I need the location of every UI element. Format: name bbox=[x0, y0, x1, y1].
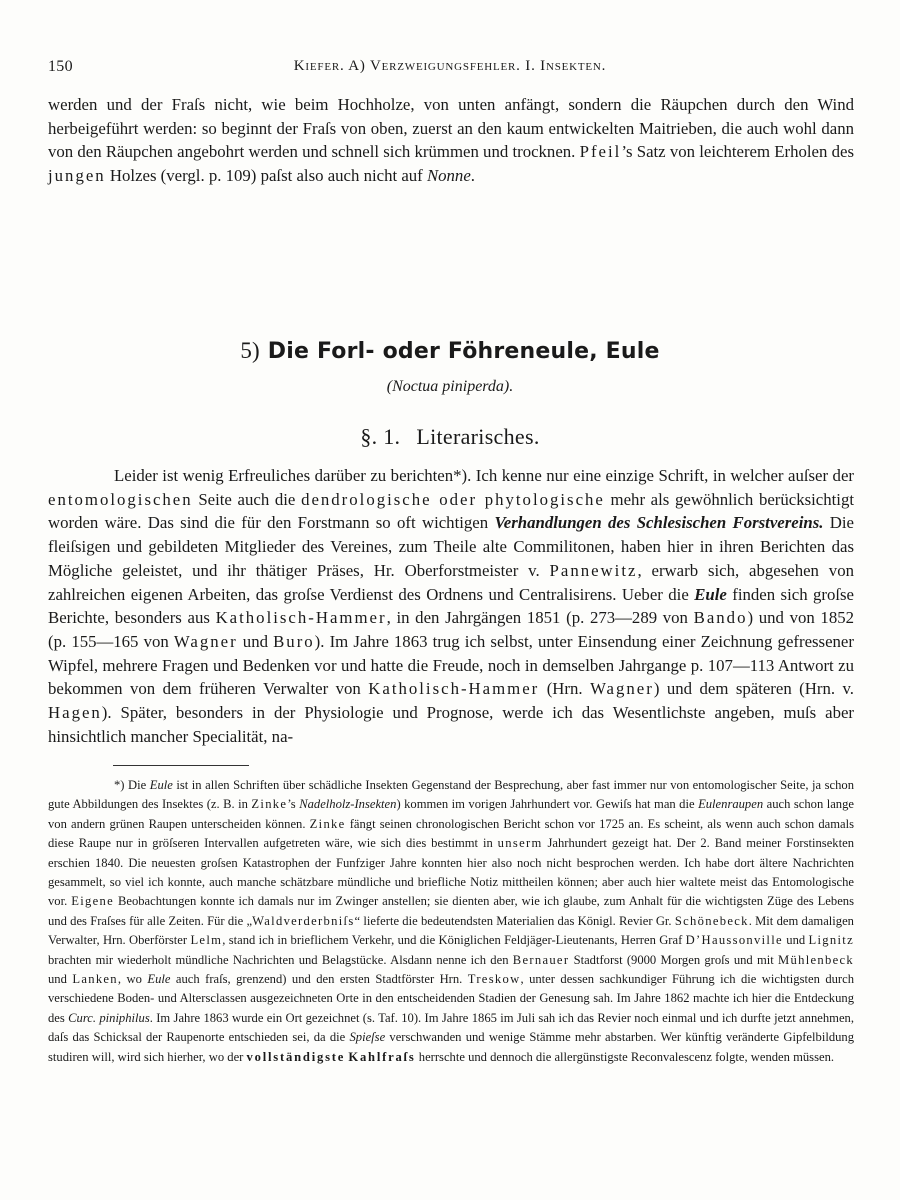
species-name: Curc. piniphilus bbox=[68, 1010, 150, 1025]
section-subtitle: (Noctua piniperda). bbox=[386, 378, 514, 395]
footnote-divider bbox=[113, 765, 249, 766]
person-name: Wagner bbox=[173, 631, 238, 651]
subsection-heading bbox=[0, 424, 900, 450]
section-number: 5) bbox=[240, 338, 260, 363]
person-name: Pannewitz bbox=[549, 560, 638, 580]
journal-title: Verhandlungen des Schlesischen Forstvereins. bbox=[494, 513, 824, 533]
species-name: Nonne bbox=[426, 166, 471, 186]
place-name: Katholisch-Hammer bbox=[368, 679, 540, 699]
emphasis: jungen bbox=[48, 166, 106, 186]
book-title: Nadelholz-Insekten bbox=[299, 797, 397, 812]
emphasis: entomologischen bbox=[48, 489, 193, 509]
species-name: Eule bbox=[149, 778, 173, 792]
emphasis: Eulenraupen bbox=[698, 797, 764, 812]
species-name: Eule bbox=[694, 584, 727, 604]
place-name: Katholisch-Hammer bbox=[215, 608, 387, 628]
person-name: Hagen bbox=[48, 703, 102, 723]
emphasis: unserm bbox=[497, 836, 543, 851]
footnote: *) Die Eule ist in allen Schriften über schädliche Insekten Gegenstand der Besprechung, aber fast immer nur von entomologischer Seite, ja schon gute Abbildungen des Insektes (z. B. in Zinke’s Nadelholz-Insekten) kommen im vorigen Jahrhundert vor. Gewiſs hat man die Eulenraupen auch schon lange von andern grünen Raupen unterscheiden können. Zinke fängt seinen chronologischen Bericht schon vor 1725 an. Es scheint, als wenn auch schon damals diese Raupe nur in gröſseren Intervallen aufgetreten wäre, wie sich dies bestimmt in unserm Jahrhundert gezeigt hat. Der 2. Band meiner Forstinsekten erschien 1840. Die neuesten groſsen Katastrophen der Funfziger Jahre konnten hier also noch nicht besprochen werden. Ich habe dort ältere Nachrichten gesammelt, so viel ich konnte, auch manche schätzbare mündliche und briefliche Notiz mittheilen können; aber auch hier waltete meist das Entomologische vor. Eigene Beobachtungen konnte ich damals nur im Zwinger anstellen; sie dienten aber, wie ich glaube, zum Anhalt für die wichtigsten Züge des Lebens und des Fraſses für alle Zeiten. Für die „Waldverderbniſs“ lieferte die bedeutendsten Materialien das Königl. Revier Gr. Schönebeck. Mit dem damaligen Verwalter, Hrn. Oberförster Lelm, stand ich in brieflichem Verkehr, und die Königlichen Feldjäger-Lieutenants, Herren Graf D’Haussonville und Lignitz brachten mir wiederholt mündliche Nachrichten und Belagstücke. Alsdann nenne ich den Bernauer Stadtforst (9000 Morgen groſs und mit Mühlenbeck und Lanken, wo Eule auch fraſs, grenzend) und den ersten Stadtförster Hrn. Treskow, unter dessen sachkundiger Führung ich die wichtigsten durch verschiedene Boden- und Altersclassen ausgezeichneten Orte in den entscheidenden Stadien der Genesung sah. Im Jahre 1862 machte ich hier die Entdeckung des Curc. piniphilus. Im Jahre 1863 wurde ein Ort gezeichnet (s. Taf. 10). Im Jahre 1865 im Juli sah ich das Revier noch einmal und ich durfte jetzt annehmen, daſs das Schicksal der Raupenorte entschieden sei, da die Spieſse verschwanden und wenige Stämme mehr abstarben. Wer künftig veränderte Gipfelbildung studiren will, wird sich hierher, wo der vollständigste Kahlfraſs herrschte und dennoch die allergünstigste Reconvalescenz folgte, wenden müssen. bbox=[48, 778, 855, 1064]
page-header bbox=[48, 58, 852, 80]
species-name: Eule bbox=[147, 972, 171, 987]
emphasis: vollständigste bbox=[246, 1049, 346, 1064]
main-paragraph: Leider ist wenig Erfreuliches darüber zu berichten*). Ich kenne nur eine einzige Schrift, in welcher auſser der entomologischen Seite auch die dendrologische oder phytologische mehr als gewöhnlich berücksichtigt worden wäre. Das sind die für den Forstmann so oft wichtigen Verhandlungen des Schlesischen Forstvereins. Die fleiſsigen und gebildeten Mitglieder des Vereines, zum Theile alte Commilitonen, haben hier in ihren Berichten das Mögliche geleistet, und ihr thätiger Präses, Hr. Oberforstmeister v. Pannewitz, erwarb sich, abgesehen von zahlreichen eigenen Arbeiten, das groſse Verdienst des Ordnens und Centralisirens. Ueber die Eule finden sich groſse Berichte, besonders aus Katholisch-Hammer, in den Jahrgängen 1851 (p. 273—289 von Bando) und von 1852 (p. 155—165 von Wagner und Buro). Im Jahre 1863 trug ich selbst, unter Einsendung einer Zeichnung gefressener Wipfel, mehrere Fragen und Bedenken vor und hatte die Freude, noch in demselben Jahrgange p. 107—113 Antwort zu bekommen von dem früheren Verwalter von Katholisch-Hammer (Hrn. Wagner) und dem späteren (Hrn. v. Hagen). Später, besonders in der Physiologie und Prognose, werde ich das Wesentlichste angeben, muſs aber hinsichtlich mancher Specialität, na- bbox=[48, 466, 855, 746]
page-number: 150 bbox=[48, 58, 73, 75]
section-title bbox=[0, 338, 900, 364]
person-name: Bando bbox=[693, 608, 748, 628]
place-name: Mühlenbeck bbox=[778, 952, 854, 967]
place-name: Lanken bbox=[72, 972, 118, 987]
place-name: Schönebeck bbox=[674, 913, 749, 928]
person-name: Zinke bbox=[309, 816, 346, 831]
emphasis: dendrologische oder phytologische bbox=[301, 489, 605, 509]
person-name: Wagner bbox=[590, 679, 654, 699]
author-name: Pfeil bbox=[579, 142, 622, 162]
place-name: Bernauer bbox=[512, 952, 570, 967]
emphasis: Kahlfraſs bbox=[348, 1049, 416, 1064]
subsection-title: Literarisches. bbox=[416, 424, 540, 449]
person-name: Buro bbox=[273, 631, 315, 651]
person-name: Lignitz bbox=[808, 933, 854, 948]
running-head: Kiefer. A) Verzweigungsfehler. I. Insekten. bbox=[293, 58, 607, 74]
section-title-text: Die Forl- oder Föhreneule, Eule bbox=[267, 339, 660, 364]
person-name: Lelm bbox=[190, 933, 223, 948]
person-name: D’Haussonville bbox=[685, 933, 783, 948]
emphasis: Spieſse bbox=[349, 1030, 386, 1045]
person-name: Zinke bbox=[251, 797, 288, 812]
person-name: Treskow bbox=[467, 972, 521, 987]
emphasis: Waldverderbniſs bbox=[252, 913, 355, 928]
continuation-paragraph: werden und der Fraſs nicht, wie beim Hochholze, von unten anfängt, sondern die Räupchen durch den Wind herbeigeführt werden: so beginnt der Fraſs von oben, zuerst an den kaum entwickelten Maitrieben, die auch wohl dann von den Räupchen angebohrt werden und schnell sich krümmen und trocknen. Pfeil’s Satz von leichterem Erholen des jungen Holzes (vergl. p. 109) paſst also auch nicht auf Nonne. bbox=[48, 95, 854, 186]
emphasis: Eigene bbox=[71, 894, 114, 909]
subsection-mark: §. 1. bbox=[360, 424, 401, 449]
